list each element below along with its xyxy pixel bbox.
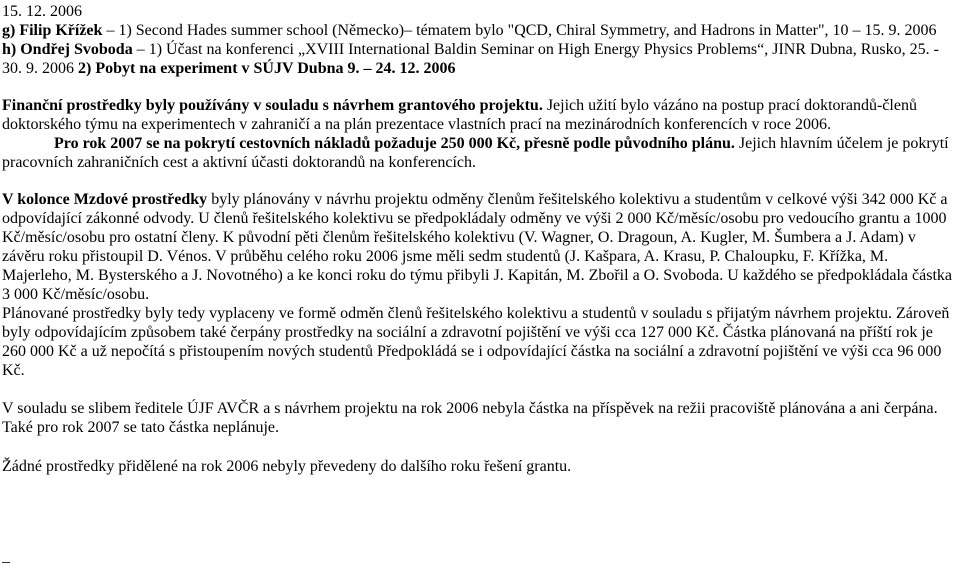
block-h <box>2 40 952 78</box>
zadne-paragraph <box>2 457 952 476</box>
mzdove-paragraph <box>2 190 952 304</box>
financni-bold: Finanční prostředky byly používány v souladu s návrhem grantového projektu. <box>2 97 543 114</box>
financni-paragraph <box>2 96 952 172</box>
zadne-text: Žádné prostředky přidělené na rok 2006 nebyly převedeny do dalšího roku řešení grantu. <box>2 458 572 475</box>
financni-text: Jejich užití bylo vázáno na postup prací doktorandů-členů doktorského týmu na experimentech v zahraničí a na plán prezentace vlastních prací na mezinárodních konferencích v roce 2006. <box>2 97 917 133</box>
financni-line2-text: Jejich hlavním účelem je pokrytí pracovních zahraničních cest a aktivní účasti doktorandů na konferencích. <box>2 135 949 171</box>
mzdove-bold: V kolonce Mzdové prostředky <box>2 191 208 208</box>
block-g-text: – 1) Second Hades summer school (Německo)– tématem bylo "QCD, Chiral Symmetry, and Hadrons in Matter", 10 – 15. 9. 2006 <box>102 22 937 39</box>
souladu-paragraph <box>2 399 952 437</box>
mzdove-text2: Plánované prostředky byly tedy vyplaceny ve formě odměn členů řešitelského kolektivu a studentů v souladu s přijatým návrhem projektu. Zároveň byly odpovídajícím způsobem také čerpány prostředky na sociální a zdravotní pojištění ve výši cca 127 000 Kč. Částka plánovaná na příští rok je 260 000 Kč a už nepočítá s přistoupením nových studentů Předpokládá se i odpovídající částka na sociální a zdravotní pojištění ve výši cca 96 000 Kč. <box>2 305 950 379</box>
block-h-name: h) Ondřej Svoboda <box>2 41 133 58</box>
page-edge-mark <box>2 562 10 563</box>
block-h-text1: – 1) Účast na konferenci „XVIII International Baldin Seminar on High Energy Physics Problems“, JINR Dubna, Rusko, 25. - 30. 9. 2006 <box>2 41 939 77</box>
financni-line2-bold: Pro rok 2007 se na pokrytí cestovních nákladů požaduje 250 000 Kč, přesně podle původního plánu. <box>54 135 735 152</box>
document-page <box>2 2 952 476</box>
block-g-date: 15. 12. 2006 <box>2 3 82 20</box>
block-g-name: g) Filip Křížek <box>2 22 103 39</box>
mzdove-text1: byly plánovány v návrhu projektu odměny členům řešitelského kolektivu a studentům v celkové výši 342 000 Kč a odpovídající zákonné odvody. U členů řešitelského kolektivu se předpokládaly odměny ve výši 2 000 Kč/měsíc/osobu pro vedoucího grantu a 1000 Kč/měsíc/osobu pro ostatní členy. K původní pěti členům řešitelského kolektivu (V. Wagner, O. Dragoun, A. Kugler, M. Šumbera a J. Adam) v závěru roku přistoupil D. Vénos. V průběhu celého roku 2006 jsme měli sedm studentů (J. Kašpara, A. Krasu, P. Chaloupku, F. Křížka, M. Majerleho, M. Bysterského a J. Novotného) a ke konci roku do týmu přibyli J. Kapitán, M. Zbořil a O. Svoboda. U každého se předpokládala částka 3 000 Kč/měsíc/osobu. <box>2 191 953 303</box>
souladu-text: V souladu se slibem ředitele ÚJF AVČR a s návrhem projektu na rok 2006 nebyla částka na příspěvek na režii pracoviště plánována a ani čerpána. Také pro rok 2007 se tato částka neplánuje. <box>2 400 938 436</box>
block-g <box>2 2 952 40</box>
mzdove-paragraph-2 <box>2 304 952 380</box>
block-h-bold2: 2) Pobyt na experiment v SÚJV Dubna 9. – 24. 12. 2006 <box>78 60 456 77</box>
